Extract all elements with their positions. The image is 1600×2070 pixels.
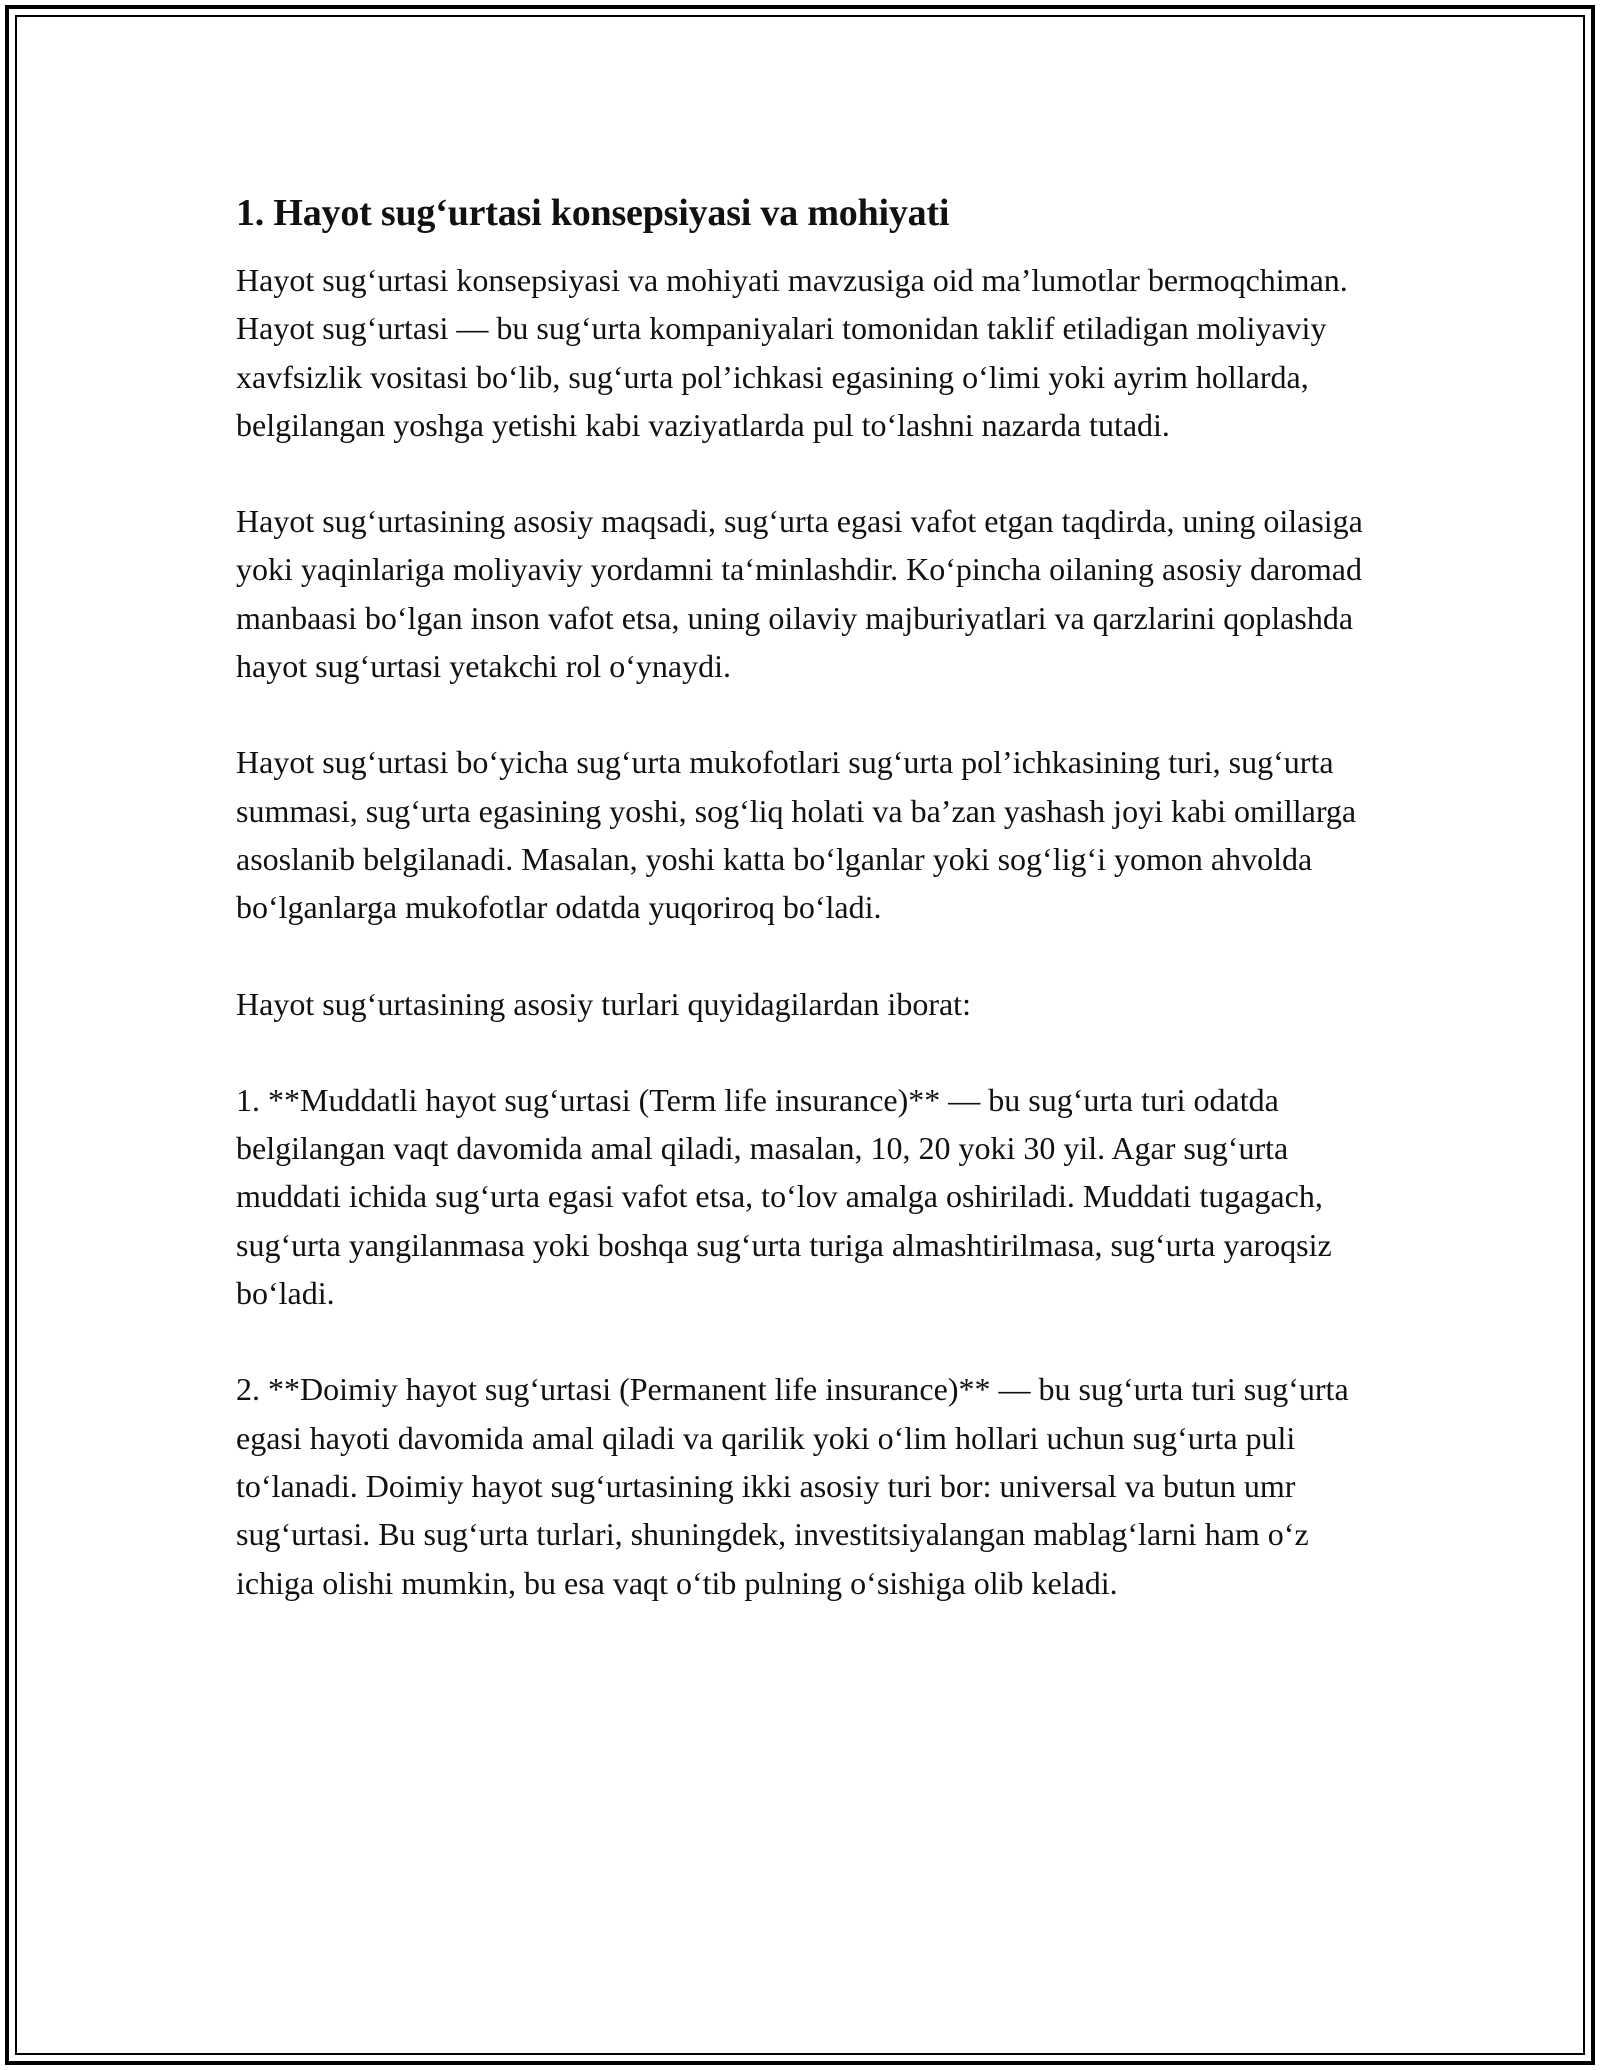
paragraph-permanent-life: 2. **Doimiy hayot sug‘urtasi (Permanent life insurance)** — bu sug‘urta turi sug‘urta egasi hayoti davomida amal qiladi va qarilik yoki o‘lim hollari uchun sug‘urta puli to‘lanadi. Doimiy hayot sug‘urtasining ikki asosiy turi bor: universal va butun umr sug‘urtasi. Bu sug‘urta turlari, shuningdek, investitsiyalangan mablag‘larni ham o‘z ichiga olishi mumkin, bu esa vaqt o‘tib pulning o‘sishiga olib keladi.: [236, 1371, 1349, 1601]
paragraph-types-intro: Hayot sug‘urtasining asosiy turlari quyidagilardan iborat:: [236, 985, 971, 1022]
section-heading: 1. Hayot sug‘urtasi konsepsiyasi va mohiyati: [236, 192, 950, 234]
paragraph-purpose: Hayot sug‘urtasining asosiy maqsadi, sug‘urta egasi vafot etgan taqdirda, uning oilasiga yoki yaqinlariga moliyaviy yordamni ta‘minlashdir. Ko‘pincha oilaning asosiy daromad manbaasi bo‘lgan inson vafot etsa, uning oilaviy majburiyatlari va qarzlarini qoplashda hayot sug‘urtasi yetakchi rol o‘ynaydi.: [236, 503, 1363, 685]
paragraph-premiums: Hayot sug‘urtasi bo‘yicha sug‘urta mukofotlari sug‘urta pol’ichkasining turi, sug‘urta summasi, sug‘urta egasining yoshi, sog‘liq holati va ba’zan yashash joyi kabi omillarga asoslanib belgilanadi. Masalan, yoshi katta bo‘lganlar yoki sog‘lig‘i yomon ahvolda bo‘lganlarga mukofotlar odatda yuqoriroq bo‘ladi.: [236, 744, 1357, 926]
paragraph-intro: Hayot sug‘urtasi konsepsiyasi va mohiyati mavzusiga oid ma’lumotlar bermoqchiman. Hayot sug‘urtasi — bu sug‘urta kompaniyalari tomonidan taklif etiladigan moliyaviy xavfsizlik vositasi bo‘lib, sug‘urta pol’ichkasi egasining o‘limi yoki ayrim hollarda, belgilangan yoshga yetishi kabi vaziyatlarda pul to‘lashni nazarda tutadi.: [236, 262, 1348, 443]
paragraph-term-life: 1. **Muddatli hayot sug‘urtasi (Term life insurance)** — bu sug‘urta turi odatda belgilangan vaqt davomida amal qiladi, masalan, 10, 20 yoki 30 yil. Agar sug‘urta muddati ichida sug‘urta egasi vafot etsa, to‘lov amalga oshiriladi. Muddati tugagach, sug‘urta yangilanmasa yoki boshqa sug‘urta turiga almashtirilmasa, sug‘urta yaroqsiz bo‘ladi.: [236, 1081, 1332, 1312]
document-body: [236, 190, 1386, 1655]
